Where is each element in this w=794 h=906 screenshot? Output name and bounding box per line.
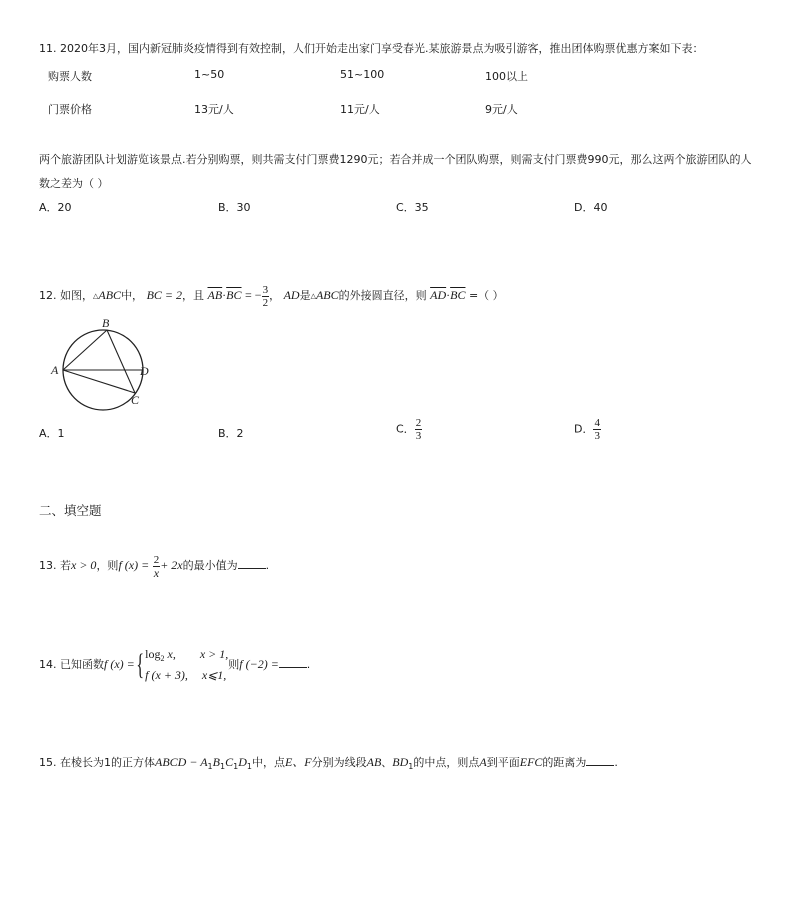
- fraction-denominator: 3: [415, 430, 422, 442]
- case-1: [145, 646, 228, 667]
- q11-text-line1: 两个旅游团队计划游览该景点.若分别购票，则共需支付门票费1290元；若合并成一个团队购票，则需支付门票费990元，那么这两个旅游团队的人: [39, 153, 752, 166]
- q14-end: .: [306, 658, 311, 671]
- q12-circle-figure: [46, 316, 156, 416]
- q13-prefix: 13. 若: [39, 559, 71, 572]
- case-2-expr: f (x + 3),: [145, 668, 188, 682]
- case-2: [145, 667, 228, 684]
- table-cell: 100以上: [485, 70, 528, 83]
- case-2-cond: x⩽1,: [201, 668, 227, 682]
- label-c: C: [131, 393, 140, 407]
- equals-neg: = −: [245, 288, 262, 302]
- q15-prefix: 15. 在棱长为1的正方体: [39, 756, 155, 769]
- label-d: D: [140, 364, 149, 378]
- subscript-1: 1: [219, 762, 226, 771]
- q13-stem: [39, 552, 269, 579]
- fraction-numerator: 2: [153, 553, 160, 566]
- q15-fenbie: 分别为线段: [311, 756, 367, 769]
- q14-ze: 则: [228, 658, 240, 671]
- q15-ef: E、F: [284, 755, 312, 769]
- dot-symbol: ·: [446, 288, 451, 302]
- q14-f-neg2: f (−2) =: [239, 657, 279, 671]
- fraction-numerator: 3: [262, 283, 269, 296]
- table-header-label: 门票价格: [48, 103, 92, 116]
- answer-blank: [586, 755, 614, 766]
- q12-shi: 是: [299, 289, 311, 302]
- q11-option-a: A．20: [39, 201, 72, 214]
- q12-eq-paren: =（ ）: [468, 289, 504, 302]
- q12-option-d-label: D．: [574, 422, 594, 436]
- label-b: B: [102, 316, 110, 330]
- vector-bc-2: $\overline{BC}$: [450, 288, 466, 302]
- q12-stem: [39, 283, 504, 309]
- fraction-denominator: x: [153, 565, 160, 580]
- q15-cube-c: C: [225, 755, 234, 769]
- q12-tail1: 的外接圆直径，则: [338, 289, 427, 302]
- log-base: 2: [160, 654, 165, 663]
- side-ac: [63, 370, 135, 393]
- q12-option-c-label: C．: [396, 422, 415, 436]
- fraction-denominator: 3: [594, 430, 600, 442]
- side-ab: [63, 330, 107, 370]
- q15-end: .: [614, 756, 618, 769]
- q11-stem: 11. 2020年3月，国内新冠肺炎疫情得到有效控制，人们开始走出家门享受春光.某旅游景点为吸引游客，推出团体购票优惠方案如下表：: [39, 42, 704, 55]
- subscript-1: 1: [233, 762, 239, 771]
- q14-fx: f (x) =: [104, 657, 135, 671]
- q15-dao: 到平面: [486, 756, 520, 769]
- q15-dun: 、: [381, 756, 393, 769]
- table-cell: 1~50: [194, 68, 225, 81]
- fraction-denominator: 2: [262, 296, 269, 309]
- q11-text-line2: 数之差为（ ）: [39, 177, 109, 190]
- subscript-1: 1: [246, 762, 252, 771]
- q12-abc: ABC: [98, 288, 122, 302]
- q12-prefix: 12. 如图，: [39, 289, 93, 302]
- q14-prefix: 14. 已知函数: [39, 658, 104, 671]
- section-title: 二、填空题: [39, 503, 102, 518]
- fraction-numerator: 4: [594, 417, 600, 429]
- q11-option-c: C．35: [396, 201, 429, 214]
- table-cell: 51~100: [340, 68, 385, 81]
- q15-tail2: 的距离为: [542, 756, 587, 769]
- vector-ad: $\overline{AD}$: [430, 288, 447, 302]
- q15-ab: AB: [366, 755, 382, 769]
- q12-option-d: [574, 417, 601, 442]
- case-1-cond: x > 1,: [199, 647, 229, 661]
- q12-option-c: [396, 417, 422, 442]
- piecewise-cases: [145, 646, 228, 684]
- side-bc: [107, 330, 135, 393]
- table-cell: 9元/人: [485, 103, 518, 116]
- q11-option-d: D．40: [574, 201, 608, 214]
- q15-a: A: [479, 755, 487, 769]
- fraction-2-3: [415, 417, 423, 442]
- q13-end: .: [265, 559, 270, 572]
- table-header-label: 购票人数: [48, 70, 92, 83]
- q14-stem: [39, 646, 310, 684]
- fraction-numerator: 2: [415, 417, 422, 429]
- log-text: log: [145, 647, 161, 661]
- q13-plus: + 2x: [160, 558, 183, 572]
- q15-cube-b: B: [212, 755, 220, 769]
- answer-blank: [238, 558, 266, 569]
- q15-cube-a: ABCD − A: [155, 755, 208, 769]
- table-cell: 11元/人: [340, 103, 380, 116]
- triangle-symbol: △: [93, 292, 99, 300]
- label-a: A: [51, 363, 59, 377]
- q15-zhong: 中，点: [251, 756, 285, 769]
- q15-efc: EFC: [519, 755, 543, 769]
- q15-bd: BD: [392, 755, 409, 769]
- subscript-1: 1: [408, 762, 414, 771]
- subscript-1: 1: [207, 762, 213, 771]
- q12-ad: AD: [283, 288, 300, 302]
- case-1-var: x,: [164, 647, 176, 661]
- q12-comma: ，: [269, 289, 281, 302]
- q13-fx: f (x) =: [118, 558, 150, 572]
- q15-stem: [39, 751, 618, 778]
- answer-blank: [279, 657, 307, 668]
- q13-cond: x > 0: [71, 558, 97, 572]
- q12-bc-eq: BC = 2: [146, 288, 182, 302]
- dot-symbol: ·: [222, 288, 227, 302]
- q15-cube-d: D: [238, 755, 247, 769]
- q12-qie: ，且: [182, 289, 204, 302]
- vector-ab: $\overline{AB}$: [207, 288, 223, 302]
- vector-bc: $\overline{BC}$: [226, 288, 242, 302]
- q12-abc-2: ABC: [315, 288, 339, 302]
- left-brace: {: [135, 648, 144, 681]
- q12-zhong: 中，: [121, 289, 144, 302]
- triangle-symbol: △: [310, 292, 316, 300]
- q15-tail1: 的中点，则点: [413, 756, 480, 769]
- q12-option-b: B．2: [218, 427, 244, 440]
- fraction-3-2: [262, 284, 270, 309]
- table-cell: 13元/人: [194, 103, 234, 116]
- q12-option-a: A．1: [39, 427, 65, 440]
- q13-tail: 的最小值为: [182, 559, 238, 572]
- fraction-4-3: [593, 417, 601, 442]
- q11-option-b: B．30: [218, 201, 251, 214]
- q13-ze: ，则: [96, 559, 119, 572]
